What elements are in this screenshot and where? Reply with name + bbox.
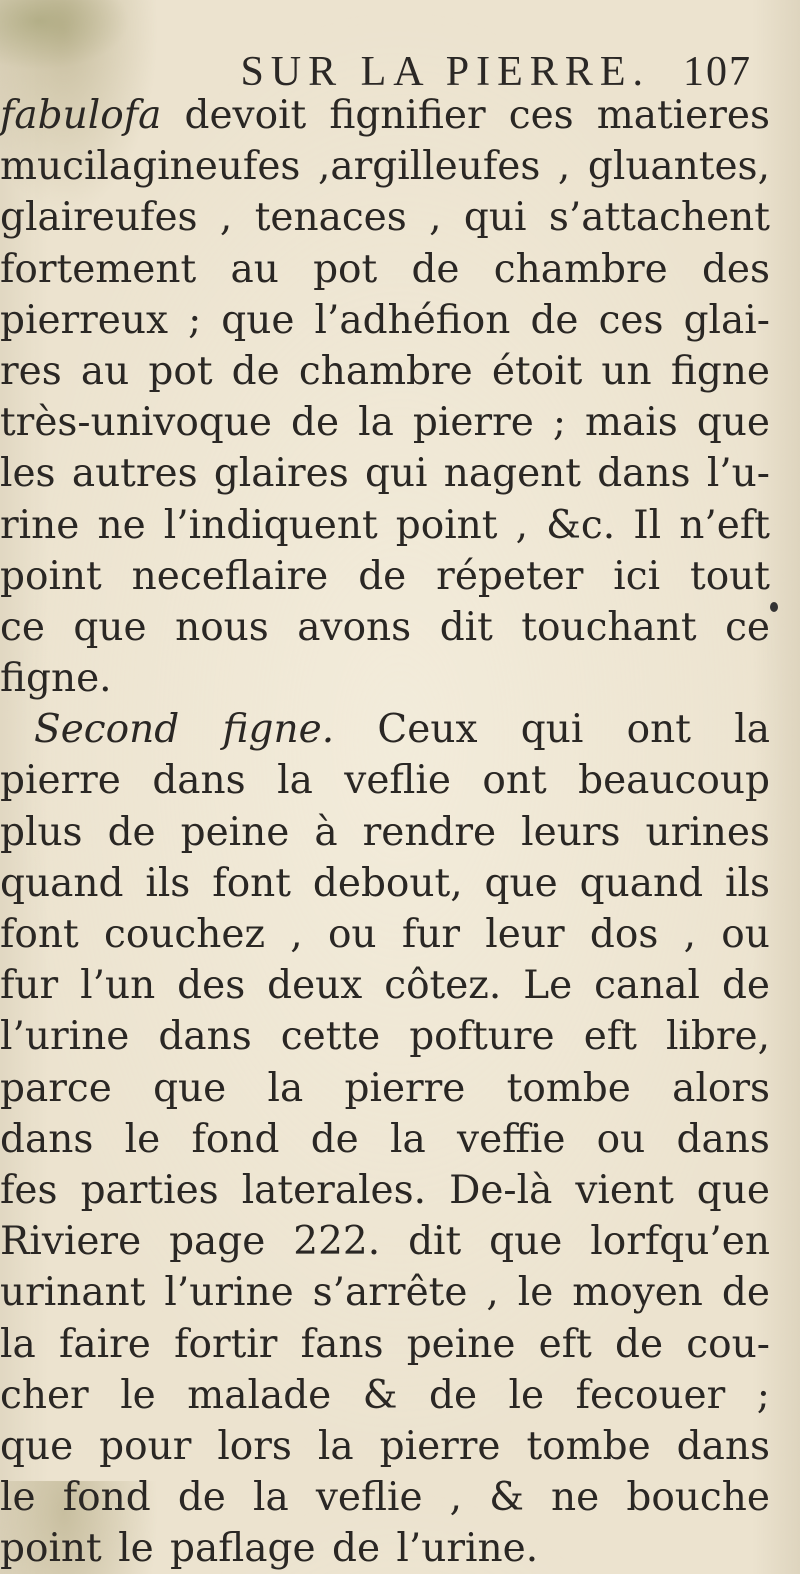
word: que [73, 604, 147, 650]
word: dos [589, 912, 659, 957]
word: &c. [546, 502, 616, 548]
word: ce [0, 604, 45, 650]
text-line [0, 1267, 770, 1318]
word: tombe [526, 1423, 651, 1469]
word: le [517, 1270, 554, 1316]
word: fans [300, 1321, 384, 1367]
word: lorfqu’en [590, 1219, 770, 1265]
word: l’adhéfion [314, 297, 511, 343]
word: de [428, 1372, 478, 1418]
word: ,argilleufes [317, 144, 541, 190]
word: les [0, 451, 56, 497]
word: le [508, 1372, 545, 1418]
word: ce [725, 604, 770, 650]
word: parce [0, 1065, 112, 1111]
word: fur [401, 912, 461, 957]
word: parties [80, 1167, 219, 1213]
word: l’urine [164, 1270, 294, 1316]
text-line [0, 192, 770, 243]
word: que [153, 1065, 227, 1111]
word: l’u- [706, 451, 770, 497]
word: cher [0, 1372, 89, 1418]
word: , [486, 1270, 499, 1316]
word: alors [672, 1065, 770, 1111]
word: pot [313, 246, 378, 292]
word: dans [597, 451, 691, 497]
word: ne [97, 502, 146, 548]
word: urines [645, 809, 770, 855]
word: veflie [344, 758, 451, 804]
word: libre, [665, 1014, 770, 1060]
word: nous [175, 604, 269, 650]
text-line [0, 1370, 770, 1421]
word: à [314, 809, 338, 855]
word: tout [690, 553, 770, 599]
word: dit [408, 1219, 462, 1265]
word: de [107, 809, 156, 855]
text-line [0, 1319, 770, 1370]
word: côtez. [384, 963, 502, 1009]
text-line [0, 141, 770, 192]
word: des [701, 246, 770, 292]
word: de [615, 1321, 664, 1367]
word: le [124, 1116, 161, 1162]
word: cou- [686, 1321, 770, 1367]
word: ; [552, 400, 566, 446]
word: la [252, 1475, 289, 1521]
margin-ink-dot [770, 602, 778, 612]
text-line [0, 909, 770, 960]
word: deux [267, 963, 363, 1009]
word: veffie [457, 1116, 566, 1162]
word: , [219, 195, 233, 241]
word: la [0, 1321, 36, 1367]
word: ; [756, 1372, 770, 1418]
word: touchant [521, 604, 697, 650]
word: Il [633, 502, 662, 548]
word: de [291, 400, 340, 446]
word: beaucoup [578, 758, 770, 804]
word: urinant [0, 1270, 146, 1316]
word: De-là [449, 1167, 553, 1213]
text-line [0, 551, 770, 602]
word: figne [670, 348, 770, 394]
word: que [484, 860, 558, 906]
text-line [0, 1421, 770, 1472]
word: vient [575, 1167, 674, 1213]
word: de [358, 553, 407, 599]
word: ont [626, 707, 691, 753]
text-line [0, 1216, 770, 1267]
word: peine [180, 809, 290, 855]
word: debout, [312, 860, 463, 906]
word: de [231, 348, 280, 394]
body-text [0, 90, 800, 1574]
word: dit [439, 604, 493, 650]
word: couchez [103, 912, 266, 957]
word: nagent [443, 451, 581, 497]
word: ont [482, 758, 547, 804]
text-line [0, 960, 770, 1011]
word: l’urine [0, 1014, 130, 1060]
word: pierre [412, 400, 534, 446]
word: l’un [80, 963, 156, 1009]
word: Riviere [0, 1219, 142, 1265]
word: font [212, 860, 291, 906]
word: chambre [298, 348, 473, 394]
word: leurs [521, 809, 621, 855]
word: , [683, 912, 697, 957]
text-line: point le paflage de l’urine. [0, 1526, 539, 1572]
word: malade [187, 1372, 332, 1418]
word: la [390, 1116, 426, 1162]
text-line [0, 602, 770, 653]
word: avons [297, 604, 412, 650]
word: de [721, 1270, 770, 1316]
word: fur [0, 963, 59, 1009]
word: font [0, 912, 79, 957]
word: Ceux [377, 707, 478, 753]
word: , [449, 1475, 463, 1521]
word: faire [58, 1321, 151, 1367]
word: rendre [362, 809, 497, 855]
text-line [0, 1165, 770, 1216]
word: leur [485, 912, 565, 957]
word: glaireufes [0, 195, 198, 241]
word: ils [145, 860, 191, 906]
word: la [358, 400, 394, 446]
word: pot [148, 348, 213, 394]
word: tenaces [254, 195, 407, 241]
word: très-univoque [0, 400, 272, 446]
word: au [230, 246, 279, 292]
word: la [267, 1065, 304, 1111]
running-title: SUR LA PIERRE. [240, 49, 650, 95]
word: ils [725, 860, 770, 906]
text-line [0, 1114, 770, 1165]
word: ne [551, 1475, 600, 1521]
text-line [0, 500, 770, 551]
word: veflie [315, 1475, 423, 1521]
word: point [395, 502, 498, 548]
word: l’indiquent [163, 502, 378, 548]
text-line [0, 1011, 770, 1062]
word: , [290, 912, 303, 957]
word: ou [721, 912, 770, 957]
word: plus [0, 809, 83, 855]
word: pour [99, 1423, 192, 1469]
word: devoit [184, 93, 307, 138]
word: s’attachent [548, 195, 770, 241]
word: eft [583, 1014, 637, 1060]
text-line [0, 448, 770, 499]
text-line [0, 755, 770, 806]
word: au [80, 348, 130, 394]
word: ou [596, 1116, 646, 1162]
word: fes [0, 1167, 58, 1213]
word: & [489, 1475, 524, 1521]
word: matieres [596, 93, 770, 138]
word: Le [523, 963, 573, 1009]
word: autres [71, 451, 198, 497]
word: chambre [493, 246, 668, 292]
word: mais [585, 400, 678, 446]
word: fecouer [575, 1372, 726, 1418]
word: qui [520, 707, 584, 753]
word: pierre [0, 758, 121, 804]
text-line [0, 295, 770, 346]
word: & [362, 1372, 398, 1418]
word: la [317, 1423, 354, 1469]
word: bouche [626, 1475, 770, 1521]
text-line [0, 1472, 770, 1523]
word: s’arrête [312, 1270, 468, 1316]
word: Second [34, 707, 180, 753]
word: fignifier [329, 93, 486, 138]
word: ces [598, 297, 664, 343]
word: dans [0, 1116, 94, 1162]
word: glai- [683, 297, 770, 343]
word: ces [508, 93, 574, 138]
word: quand [0, 860, 124, 906]
word: la [277, 758, 313, 804]
word: , [557, 144, 571, 190]
word: qui [463, 195, 527, 241]
word: que [489, 1219, 563, 1265]
word: 222. [293, 1219, 381, 1265]
text-line [0, 397, 770, 448]
word: ou [327, 912, 377, 957]
word: dans [676, 1116, 770, 1162]
word: fabulofa [0, 93, 162, 138]
word: moyen [572, 1270, 703, 1316]
word: de [411, 246, 460, 292]
word: glaires [213, 451, 349, 497]
word: étoit [491, 348, 583, 394]
word: gluantes, [587, 144, 770, 190]
word: le [120, 1372, 156, 1418]
word: peine [406, 1321, 516, 1367]
word: , [429, 195, 442, 241]
word: pierreux [0, 297, 168, 343]
word: le [0, 1475, 36, 1521]
word: pofture [409, 1014, 555, 1060]
word: de [530, 297, 579, 343]
word: que [696, 1167, 770, 1213]
word: fortement [0, 246, 197, 292]
word: de [721, 963, 770, 1009]
word: page [169, 1219, 266, 1265]
text-line [0, 244, 770, 295]
word: mucilagineufes [0, 144, 301, 190]
word: que [0, 1423, 74, 1469]
page-number: 107 [683, 49, 752, 95]
word: figne. [222, 707, 335, 753]
word: que [221, 297, 295, 343]
text-line [0, 858, 770, 909]
word: laterales. [241, 1167, 427, 1213]
word: pierre [379, 1423, 501, 1469]
word: canal [594, 963, 701, 1009]
word: de [310, 1116, 359, 1162]
word: fond [62, 1475, 151, 1521]
word: que [696, 400, 770, 446]
word: neceflaire [131, 553, 329, 599]
word: cette [280, 1014, 381, 1060]
paragraph-start-line [34, 704, 770, 755]
word: res [0, 348, 62, 394]
word: n’eft [679, 502, 770, 548]
word: quand [579, 860, 704, 906]
word: qui [364, 451, 428, 497]
word: des [177, 963, 246, 1009]
word: un [601, 348, 652, 394]
text-line [0, 90, 770, 141]
text-line [0, 807, 770, 858]
text-line: figne. [0, 656, 112, 702]
word: pierre [344, 1065, 466, 1111]
word: la [734, 707, 770, 753]
word: fortir [174, 1321, 278, 1367]
word: rine [0, 502, 80, 548]
word: eft [538, 1321, 592, 1367]
word: ; [188, 297, 202, 343]
word: point [0, 553, 102, 599]
text-line [0, 1063, 770, 1114]
word: dans [158, 1014, 252, 1060]
word: fond [191, 1116, 280, 1162]
text-line [0, 346, 770, 397]
word: tombe [506, 1065, 631, 1111]
word: , [515, 502, 529, 548]
word: ici [613, 553, 661, 599]
word: lors [217, 1423, 292, 1469]
word: dans [152, 758, 246, 804]
word: de [177, 1475, 226, 1521]
word: dans [676, 1423, 770, 1469]
word: répeter [436, 553, 584, 599]
